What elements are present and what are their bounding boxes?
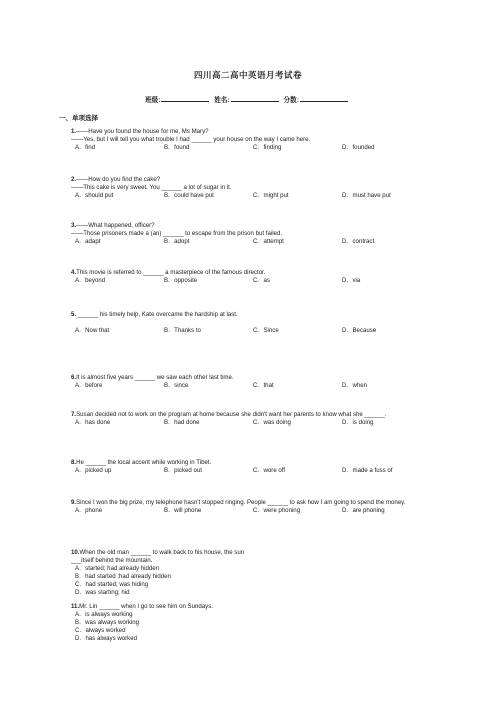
answer-option[interactable]: A．beyond <box>75 276 106 284</box>
answer-option[interactable]: D．has always worked <box>75 634 137 642</box>
question-stem: When the old man ______ to walk back to his house, the sun ___itself behind the mountain. <box>71 549 245 564</box>
question-number: 9. <box>71 499 77 506</box>
question-stem: Mr. Lin ______ when I go to see him on Sundays. <box>79 603 213 610</box>
question-stem: ——Those prisoners made a (an) ______ to escape from the prison but failed. <box>71 229 283 237</box>
question-text <box>71 603 431 611</box>
answer-option[interactable]: C．always worked <box>75 626 126 634</box>
answer-option[interactable]: C．finding <box>253 143 282 151</box>
option-row <box>75 565 431 597</box>
answer-option[interactable]: C．that <box>253 381 274 389</box>
question-number: 7. <box>71 411 77 418</box>
name-label: 姓名: <box>214 97 230 104</box>
question-stem: Since I won the big prize, my telephone hasn't stopped ringing. People ______ to ask how I am going to spend the money. <box>76 499 406 506</box>
option-row <box>75 419 431 427</box>
question-text <box>71 128 431 136</box>
question-stem: ______ his timely help, Kate overcame the hardship at last. <box>76 311 238 318</box>
answer-option[interactable]: C．attempt <box>253 237 284 245</box>
answer-option[interactable]: D．founded <box>342 143 375 151</box>
answer-option[interactable]: A．Now that <box>75 326 110 334</box>
option-row <box>75 611 431 643</box>
option-row <box>75 238 431 246</box>
answer-option[interactable]: C．had started; was hiding <box>75 580 149 588</box>
question-text <box>71 136 431 144</box>
answer-option[interactable]: B．Thanks to <box>164 326 201 334</box>
answer-option[interactable]: B．was always working <box>75 618 140 626</box>
answer-option[interactable]: B．adopt <box>164 237 190 245</box>
answer-option[interactable]: D．is doing <box>342 418 374 426</box>
answer-option[interactable]: B．had done <box>164 418 200 426</box>
question-stem: He ______ the local accent while working in Tibet. <box>76 459 212 466</box>
question-text <box>71 269 431 277</box>
score-blank[interactable] <box>300 95 348 102</box>
answer-option[interactable]: C．were phoning <box>253 506 301 514</box>
question-stem: ——How do you find the cake? <box>76 176 161 183</box>
student-info-line <box>0 94 496 104</box>
question-3 <box>71 222 431 246</box>
answer-option[interactable]: A．started; had already hidden <box>75 564 160 572</box>
question-text <box>71 411 431 419</box>
score-label: 分数: <box>283 97 299 104</box>
answer-option[interactable]: C．might put <box>253 191 289 199</box>
question-number: 1. <box>71 128 77 135</box>
option-row <box>75 327 431 335</box>
answer-option[interactable]: B．since <box>164 381 189 389</box>
answer-option[interactable]: D．made a fuss of <box>342 466 393 474</box>
answer-option[interactable]: C．Since <box>253 326 279 334</box>
answer-option[interactable]: A．phone <box>75 506 103 514</box>
answer-option[interactable]: D．via <box>342 276 361 284</box>
answer-option[interactable]: D．Because <box>342 326 377 334</box>
question-text <box>71 311 256 319</box>
section-heading: 一、单项选择 <box>59 115 98 122</box>
question-2 <box>71 176 431 200</box>
question-number: 4. <box>71 269 77 276</box>
question-text <box>71 184 431 192</box>
question-text <box>71 374 431 382</box>
question-8 <box>71 459 431 475</box>
question-text <box>71 459 431 467</box>
answer-option[interactable]: B．could have put <box>164 191 214 199</box>
answer-option[interactable]: A．before <box>75 381 103 389</box>
answer-option[interactable]: B．opposite <box>164 276 198 284</box>
answer-option[interactable]: C．as <box>253 276 270 284</box>
question-5 <box>71 311 431 335</box>
question-9 <box>71 499 431 515</box>
answer-option[interactable]: D．contract <box>342 237 375 245</box>
answer-option[interactable]: D．are phoning <box>342 506 385 514</box>
question-text <box>71 222 431 230</box>
question-text <box>71 176 431 184</box>
question-stem: ——Yes, but I will tell you what trouble I had ______ your house on the way I came here. <box>71 135 311 143</box>
answer-option[interactable]: C．was doing <box>253 418 291 426</box>
question-stem: ——This cake is very sweet. You ______ a lot of sugar in it. <box>71 183 232 191</box>
answer-option[interactable]: C．wore off <box>253 466 286 474</box>
question-number: 6. <box>71 374 77 381</box>
answer-option[interactable]: A．picked up <box>75 466 112 474</box>
name-blank[interactable] <box>231 95 279 102</box>
question-6 <box>71 374 431 390</box>
question-stem: ——What happened, officer? <box>76 222 155 229</box>
option-row <box>75 507 431 515</box>
option-row <box>75 382 431 390</box>
answer-option[interactable]: B．will phone <box>164 506 202 514</box>
answer-option[interactable]: D．when <box>342 381 368 389</box>
question-text <box>71 499 431 507</box>
question-number: 5. <box>71 311 77 318</box>
question-stem: It is almost five years ______ we saw each other last time. <box>76 374 234 381</box>
answer-option[interactable]: A．is always working <box>75 610 133 618</box>
answer-option[interactable]: A．should put <box>75 191 114 199</box>
question-text <box>71 549 256 565</box>
question-number: 3. <box>71 222 77 229</box>
answer-option[interactable]: B．found <box>164 143 190 151</box>
question-number: 8. <box>71 459 77 466</box>
question-10 <box>71 549 431 596</box>
question-number: 10. <box>71 549 80 556</box>
question-text <box>71 230 431 238</box>
answer-option[interactable]: A．has done <box>75 418 111 426</box>
option-row <box>75 277 431 285</box>
question-stem: This movie is referred to ______ a masterpiece of the famous director. <box>76 269 266 276</box>
page-title: 四川高二高中英语月考试卷 <box>193 70 302 80</box>
class-blank[interactable] <box>161 95 209 102</box>
question-number: 11. <box>71 603 80 610</box>
option-row <box>75 467 431 475</box>
question-stem: ——Have you found the house for me, Ms Mary? <box>76 128 209 135</box>
answer-option[interactable]: B．picked out <box>164 466 202 474</box>
answer-option[interactable]: D．must have put <box>342 191 391 199</box>
question-1 <box>71 128 431 152</box>
answer-option[interactable]: A．adapt <box>75 237 101 245</box>
question-4 <box>71 269 431 285</box>
class-label: 班级: <box>145 97 161 104</box>
option-row <box>75 144 431 152</box>
question-11 <box>71 603 431 643</box>
question-7 <box>71 411 431 427</box>
answer-option[interactable]: D．was starting; hid <box>75 588 130 596</box>
question-stem: Susan decided not to work on the program at home because she didn't want her parents to know what she ______. <box>76 411 387 418</box>
answer-option[interactable]: B．had started ;had already hidden <box>75 572 171 580</box>
option-row <box>75 192 431 200</box>
question-number: 2. <box>71 176 77 183</box>
answer-option[interactable]: A．find <box>75 143 95 151</box>
